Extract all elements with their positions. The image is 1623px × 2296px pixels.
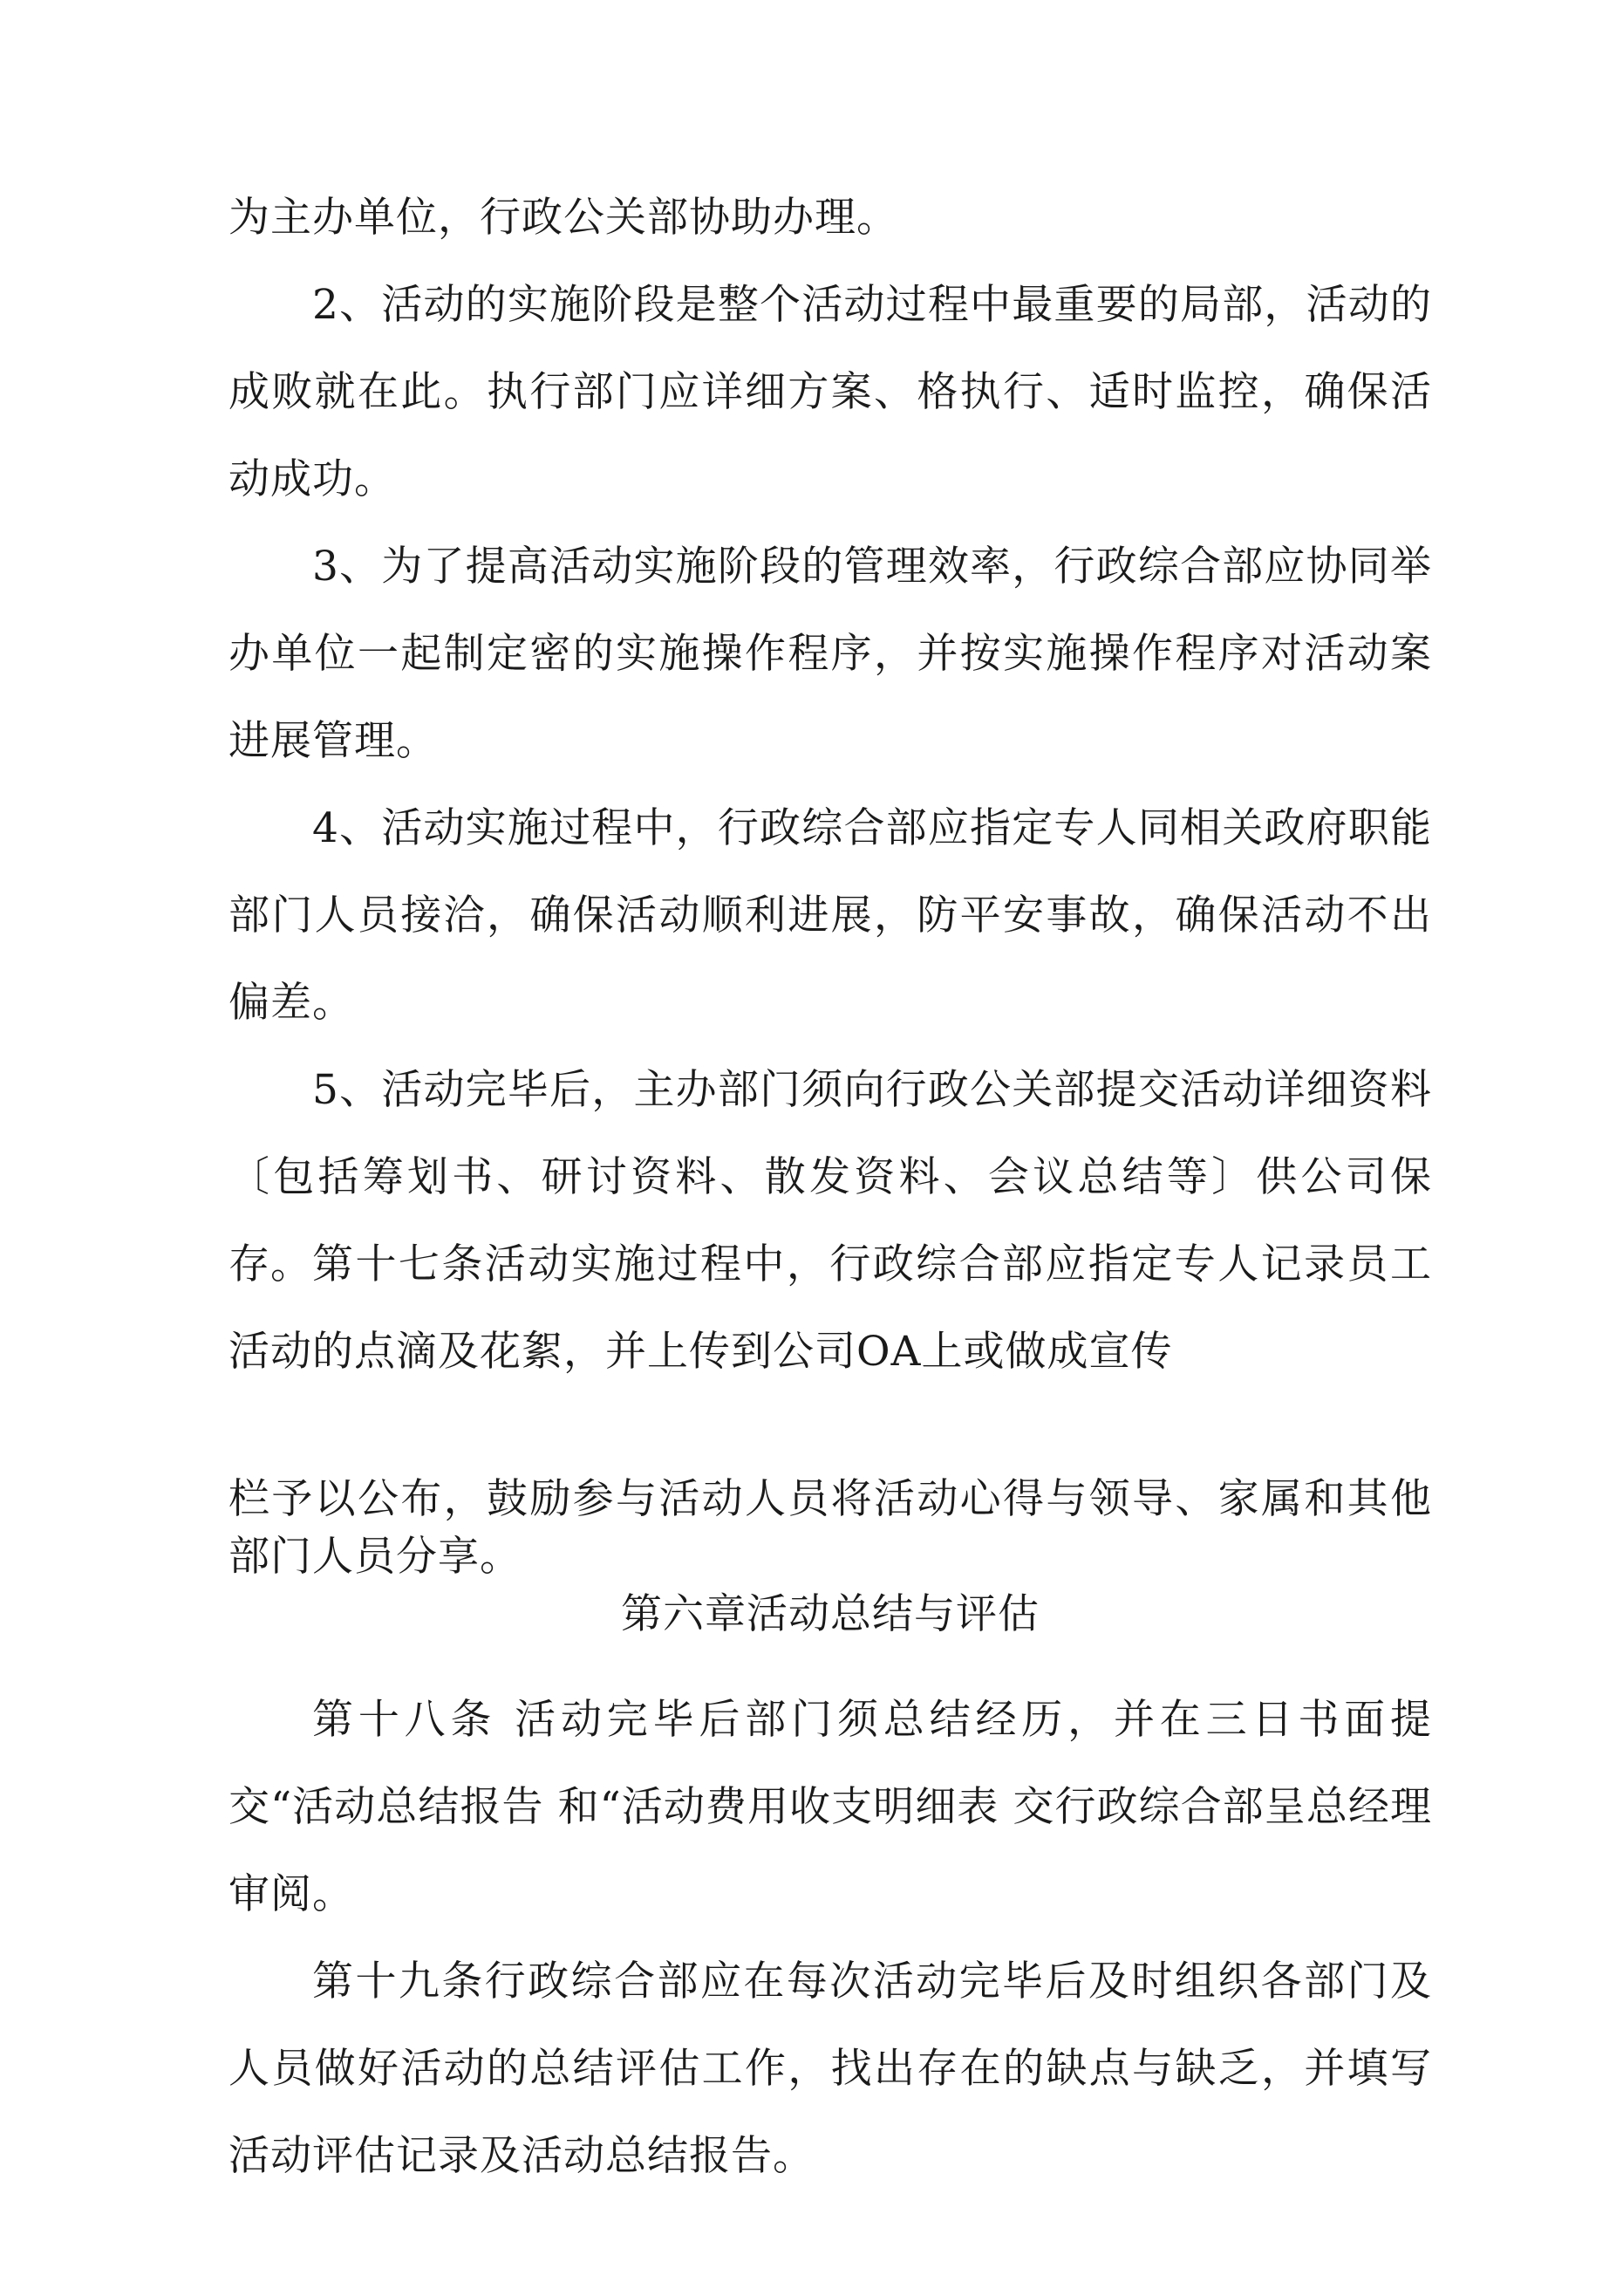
article-17-part-2: 栏予以公布，鼓励参与活动人员将活动心得与领导、家属和其他部门人员分享。 — [228, 1475, 1432, 1581]
article-17-part-1: 第十七条活动实施过程中，行政综合部应指定专人记录员工活动的点滴及花絮，并上传到公司OA上或做成宣传 — [228, 1240, 1432, 1376]
paragraph-continuation: 为主办单位，行政公关部协助办理。 — [228, 194, 898, 242]
paragraph-item-3: 3、为了提高活动实施阶段的管理效率，行政综合部应协同举办单位一起制定密的实施操作程序，并按实施操作程序对活动案进展管理。 — [228, 543, 1432, 765]
paragraph-item-5: 5、活动完毕后，主办部门须向行政公关部提交活动详细资料〔包括筹划书、研讨资料、散发资料、会议总结等〕供公司保存。 — [228, 1066, 1432, 1288]
paragraph-item-4: 4、活动实施过程中，行政综合部应指定专人同相关政府职能部门人员接洽，确保活动顺利进展，防平安事故，确保活动不出偏差。 — [228, 804, 1432, 1027]
chapter-6-title: 第六章活动总结与评估 — [621, 1590, 1040, 1638]
paragraph-item-2: 2、活动的实施阶段是整个活动过程中最重要的局部，活动的成败就在此。执行部门应详细方案、格执行、适时监控，确保活动成功。 — [228, 281, 1432, 503]
article-19: 第十九条行政综合部应在每次活动完毕后及时组织各部门及人员做好活动的总结评估工作，找出存在的缺点与缺乏，并填写活动评估记录及活动总结报告。 — [228, 1958, 1432, 2180]
article-18: 第十八条 活动完毕后部门须总结经历，并在三日书面提交“活动总结报告 和“活动费用收支明细表 交行政综合部呈总经理审阅。 — [228, 1696, 1432, 1918]
